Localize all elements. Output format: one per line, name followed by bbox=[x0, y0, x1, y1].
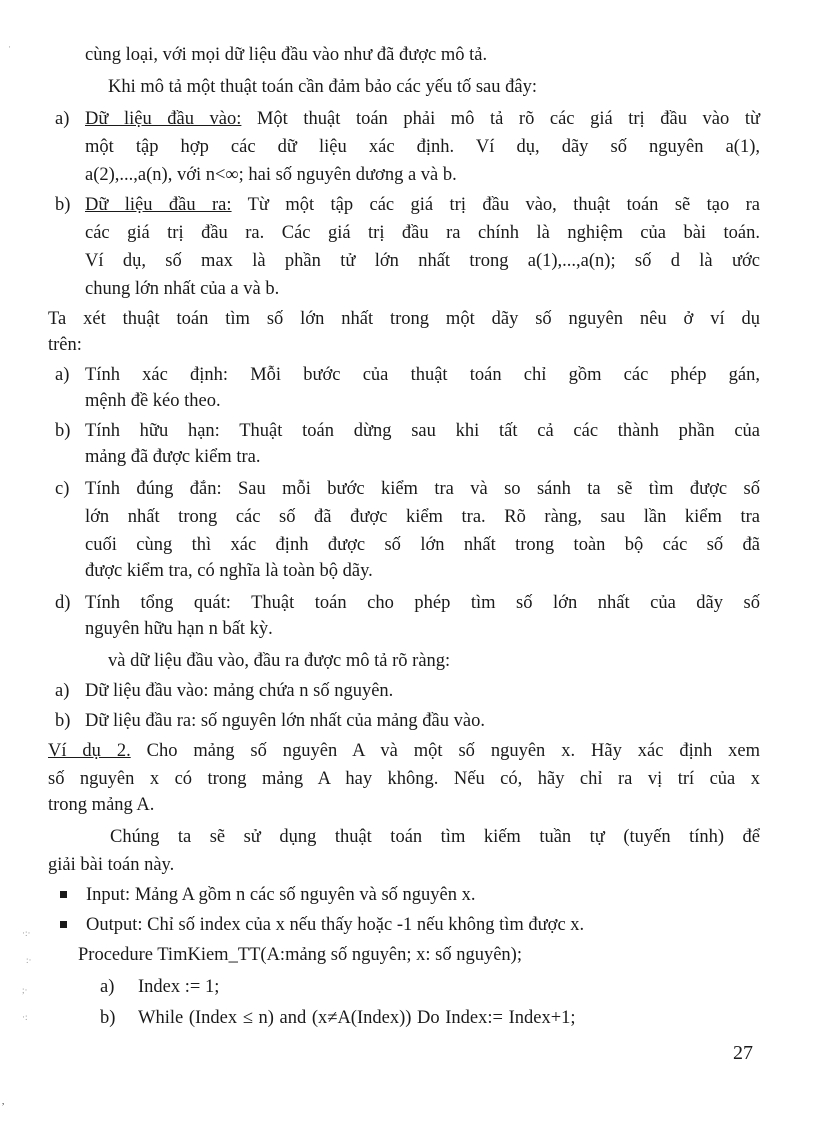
requirement-a-line-2: một tập hợp các dữ liệu xác định. Ví dụ, dãy số nguyên a(1), bbox=[85, 137, 760, 157]
io-b-text: Dữ liệu đầu ra: số nguyên lớn nhất của mảng đầu vào. bbox=[85, 711, 485, 731]
requirements-intro: Khi mô tả một thuật toán cần đảm bảo các yếu tố sau đây: bbox=[108, 77, 537, 97]
property-d-line-2: nguyên hữu hạn n bất kỳ. bbox=[85, 619, 273, 639]
method-line-1: Chúng ta sẽ sử dụng thuật toán tìm kiếm tuần tự (tuyến tính) để bbox=[110, 827, 760, 847]
procedure-step-b-code: While (Index ≤ n) and (x≠A(Index)) Do Index:= Index+1; bbox=[138, 1008, 576, 1028]
bullet-output: Output: Chỉ số index của x nếu thấy hoặc -1 nếu không tìm được x. bbox=[86, 915, 585, 935]
property-b-line-2: mảng đã được kiểm tra. bbox=[85, 447, 261, 467]
io-b-label: b) bbox=[55, 711, 71, 731]
example-first-text: Cho mảng số nguyên A và một số nguyên x. Hãy xác định xem bbox=[130, 741, 761, 761]
bullet-input: Input: Mảng A gồm n các số nguyên và số nguyên x. bbox=[86, 885, 476, 905]
procedure-step-a-label: a) bbox=[100, 977, 115, 997]
scan-speck: ;· bbox=[22, 985, 28, 995]
requirement-a-line-3: a(2),...,a(n), với n<∞; hai số nguyên dương a và b. bbox=[85, 165, 457, 185]
io-intro: và dữ liệu đầu vào, đầu ra được mô tả rõ ràng: bbox=[108, 651, 451, 671]
property-c-line-1: Tính đúng đắn: Sau mỗi bước kiểm tra và so sánh ta sẽ tìm được số bbox=[85, 479, 760, 499]
property-c-line-3: cuối cùng thì xác định được số lớn nhất trong toàn bộ các số đã bbox=[85, 535, 760, 555]
property-d-label: d) bbox=[55, 593, 71, 613]
method-line-2: giải bài toán này. bbox=[48, 855, 175, 875]
requirement-a-text: Một thuật toán phải mô tả rõ các giá trị đầu vào từ bbox=[241, 109, 760, 129]
scan-speck: :· bbox=[26, 955, 32, 965]
example-line-3: trong mảng A. bbox=[48, 795, 155, 815]
property-d-line-1: Tính tổng quát: Thuật toán cho phép tìm số lớn nhất của dãy số bbox=[85, 593, 760, 613]
property-c-line-4: được kiểm tra, có nghĩa là toàn bộ dãy. bbox=[85, 561, 373, 581]
example-title: Ví dụ 2. bbox=[48, 741, 131, 761]
requirement-b-text: Từ một tập các giá trị đầu vào, thuật toán sẽ tạo ra bbox=[231, 195, 760, 215]
analysis-intro-line-2: trên: bbox=[48, 335, 82, 355]
property-b-line-1: Tính hữu hạn: Thuật toán dừng sau khi tất cả các thành phần của bbox=[85, 421, 760, 441]
requirement-a-label: a) bbox=[55, 109, 70, 129]
requirement-b-line-1 bbox=[85, 190, 760, 220]
bullet-icon bbox=[60, 921, 67, 928]
analysis-intro-line-1: Ta xét thuật toán tìm số lớn nhất trong một dãy số nguyên nêu ở ví dụ bbox=[48, 309, 760, 329]
property-c-label: c) bbox=[55, 479, 70, 499]
scan-speck: · bbox=[8, 42, 11, 52]
requirement-a-term: Dữ liệu đầu vào: bbox=[85, 109, 242, 129]
property-a-line-2: mệnh đề kéo theo. bbox=[85, 391, 221, 411]
example-line-2: số nguyên x có trong mảng A hay không. Nếu có, hãy chỉ ra vị trí của x bbox=[48, 769, 760, 789]
page-number: 27 bbox=[733, 1042, 753, 1064]
io-a-label: a) bbox=[55, 681, 70, 701]
property-a-line-1: Tính xác định: Mỗi bước của thuật toán chỉ gồm các phép gán, bbox=[85, 365, 760, 385]
requirement-b-line-3: Ví dụ, số max là phần tử lớn nhất trong a(1),...,a(n); số d là ước bbox=[85, 251, 760, 271]
procedure-step-b-label: b) bbox=[100, 1008, 116, 1028]
property-b-label: b) bbox=[55, 421, 71, 441]
requirement-a-line-1 bbox=[85, 104, 760, 134]
scan-speck: ·:· bbox=[22, 928, 31, 938]
example-line-1 bbox=[48, 736, 760, 766]
requirement-b-label: b) bbox=[55, 195, 71, 215]
bullet-icon bbox=[60, 891, 67, 898]
requirement-b-term: Dữ liệu đầu ra: bbox=[85, 195, 232, 215]
procedure-header: Procedure TimKiem_TT(A:mảng số nguyên; x: số nguyên); bbox=[78, 945, 522, 965]
procedure-step-a-code: Index := 1; bbox=[138, 977, 220, 997]
io-a-text: Dữ liệu đầu vào: mảng chứa n số nguyên. bbox=[85, 681, 394, 701]
property-c-line-2: lớn nhất trong các số đã được kiểm tra. Rõ ràng, sau lần kiểm tra bbox=[85, 507, 760, 527]
requirement-b-line-2: các giá trị đầu ra. Các giá trị đầu ra chính là nghiệm của bài toán. bbox=[85, 223, 760, 243]
requirement-b-line-4: chung lớn nhất của a và b. bbox=[85, 279, 280, 299]
property-a-label: a) bbox=[55, 365, 70, 385]
scan-speck: , bbox=[2, 1096, 5, 1106]
scan-speck: ·: bbox=[22, 1012, 28, 1022]
intro-line: cùng loại, với mọi dữ liệu đầu vào như đã được mô tả. bbox=[85, 45, 488, 65]
